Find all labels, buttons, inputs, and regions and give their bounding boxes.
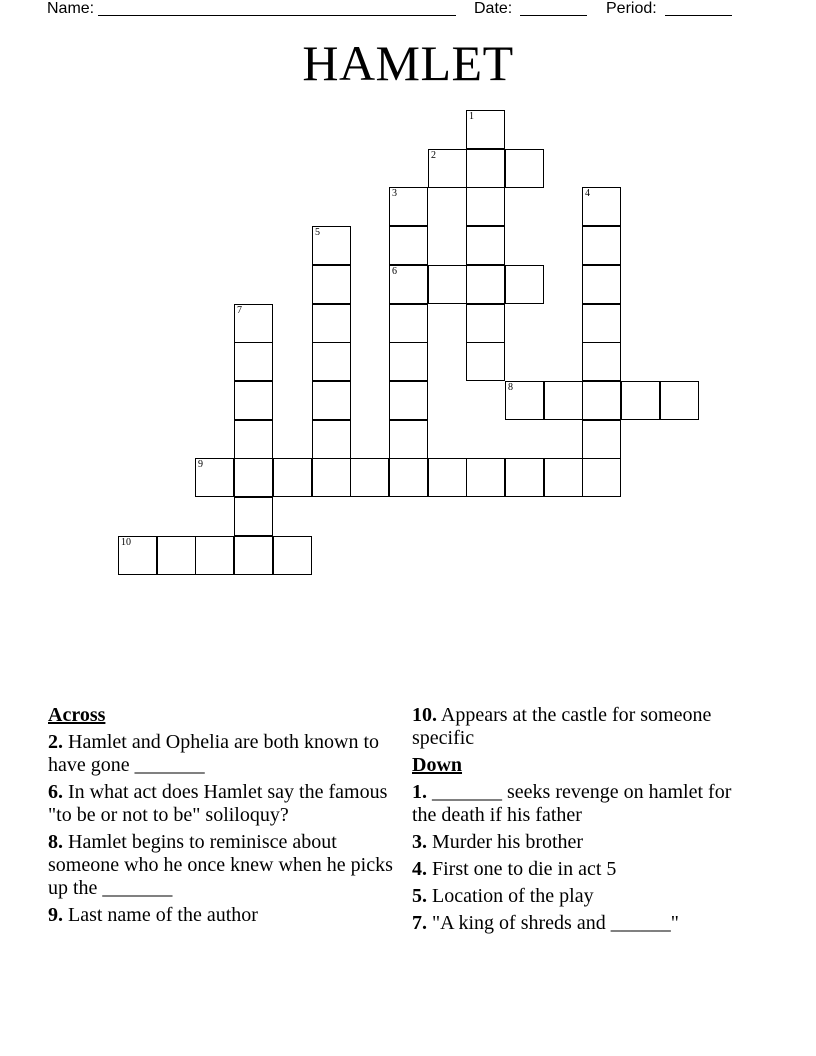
clue-number-label: 5 xyxy=(315,227,320,238)
crossword-cell[interactable] xyxy=(544,381,583,420)
crossword-cell[interactable] xyxy=(505,149,544,188)
crossword-cell[interactable] xyxy=(312,458,351,497)
clue-down-1 xyxy=(412,781,752,827)
crossword-cell[interactable] xyxy=(466,304,505,343)
clue-number: 7. xyxy=(412,912,427,934)
clue-text: Hamlet and Ophelia are both known to have gone _______ xyxy=(48,731,380,776)
crossword-cell[interactable] xyxy=(505,381,544,420)
crossword-cell[interactable] xyxy=(466,187,505,226)
crossword-cell[interactable] xyxy=(582,187,621,226)
clue-across-6 xyxy=(48,781,393,827)
crossword-cell[interactable] xyxy=(234,497,273,536)
crossword-cell[interactable] xyxy=(157,536,196,575)
crossword-cell[interactable] xyxy=(312,226,351,265)
crossword-cell[interactable] xyxy=(312,304,351,343)
clue-down-5 xyxy=(412,885,752,908)
crossword-cell[interactable] xyxy=(389,342,428,381)
crossword-cell[interactable] xyxy=(312,265,351,304)
crossword-cell[interactable] xyxy=(582,226,621,265)
crossword-cell[interactable] xyxy=(428,265,467,304)
crossword-cell[interactable] xyxy=(195,536,234,575)
clue-number-label: 6 xyxy=(392,266,397,277)
clue-text: Last name of the author xyxy=(68,904,258,926)
crossword-cell[interactable] xyxy=(312,381,351,420)
clue-across-10 xyxy=(412,704,752,750)
crossword-cell[interactable] xyxy=(505,265,544,304)
crossword-cell[interactable] xyxy=(466,342,505,381)
page-title: HAMLET xyxy=(302,35,514,91)
crossword-cell[interactable] xyxy=(582,381,621,420)
clue-down-4 xyxy=(412,858,752,881)
crossword-cell[interactable] xyxy=(582,304,621,343)
clue-number-label: 1 xyxy=(469,111,474,122)
clue-across-8 xyxy=(48,831,393,900)
crossword-cell[interactable] xyxy=(389,458,428,497)
crossword-cell[interactable] xyxy=(350,458,389,497)
across-heading: Across xyxy=(48,704,106,726)
clue-text: In what act does Hamlet say the famous "to be or not to be" soliloquy? xyxy=(48,781,388,826)
clue-text: _______ seeks revenge on hamlet for the death if his father xyxy=(412,781,732,826)
clue-number: 3. xyxy=(412,831,427,853)
clue-number-label: 4 xyxy=(585,188,590,199)
clue-number-label: 10 xyxy=(121,537,131,548)
crossword-cell[interactable] xyxy=(389,265,428,304)
crossword-cell[interactable] xyxy=(118,536,157,575)
period-label: Period: xyxy=(606,0,657,17)
clue-number: 4. xyxy=(412,858,427,880)
clue-number: 9. xyxy=(48,904,63,926)
clue-down-3 xyxy=(412,831,752,854)
crossword-cell[interactable] xyxy=(234,420,273,459)
clue-number: 5. xyxy=(412,885,427,907)
crossword-cell[interactable] xyxy=(389,304,428,343)
clue-number-label: 8 xyxy=(508,382,513,393)
crossword-cell[interactable] xyxy=(582,342,621,381)
clue-column-right xyxy=(412,704,752,939)
crossword-cell[interactable] xyxy=(234,342,273,381)
clue-text: Murder his brother xyxy=(432,831,584,853)
crossword-cell[interactable] xyxy=(312,342,351,381)
clue-number-label: 2 xyxy=(431,150,436,161)
crossword-cell[interactable] xyxy=(466,149,505,188)
crossword-cell[interactable] xyxy=(389,187,428,226)
crossword-cell[interactable] xyxy=(389,226,428,265)
crossword-cell[interactable] xyxy=(505,458,544,497)
clue-number-label: 3 xyxy=(392,188,397,199)
crossword-cell[interactable] xyxy=(428,149,467,188)
clue-text: Location of the play xyxy=(432,885,594,907)
crossword-cell[interactable] xyxy=(234,458,273,497)
clue-number: 1. xyxy=(412,781,427,803)
crossword-cell[interactable] xyxy=(389,381,428,420)
crossword-cell[interactable] xyxy=(273,458,312,497)
crossword-cell[interactable] xyxy=(273,536,312,575)
name-label: Name: xyxy=(47,0,95,17)
down-heading: Down xyxy=(412,754,463,776)
clue-number: 6. xyxy=(48,781,63,803)
clue-across-9 xyxy=(48,904,393,927)
clue-number: 2. xyxy=(48,731,63,753)
clue-number-label: 9 xyxy=(198,459,203,470)
clue-text: Appears at the castle for someone specific xyxy=(412,704,712,749)
clue-down-7 xyxy=(412,912,752,935)
crossword-cell[interactable] xyxy=(582,458,621,497)
crossword-cell[interactable] xyxy=(621,381,660,420)
crossword-cell[interactable] xyxy=(428,458,467,497)
clue-text: Hamlet begins to reminisce about someone who he once knew when he picks up the _______ xyxy=(48,831,393,899)
clue-number: 8. xyxy=(48,831,63,853)
crossword-cell[interactable] xyxy=(389,420,428,459)
crossword-cell[interactable] xyxy=(466,110,505,149)
crossword-cell[interactable] xyxy=(544,458,583,497)
clue-text: "A king of shreds and ______" xyxy=(432,912,679,934)
clue-across-2 xyxy=(48,731,393,777)
crossword-cell[interactable] xyxy=(312,420,351,459)
crossword-cell[interactable] xyxy=(234,381,273,420)
clue-text: First one to die in act 5 xyxy=(432,858,617,880)
crossword-cell[interactable] xyxy=(660,381,699,420)
crossword-cell[interactable] xyxy=(195,458,234,497)
crossword-cell[interactable] xyxy=(466,265,505,304)
date-label: Date: xyxy=(474,0,513,17)
crossword-cell[interactable] xyxy=(582,420,621,459)
crossword-cell[interactable] xyxy=(582,265,621,304)
clue-column-left xyxy=(48,704,393,931)
clue-number: 10. xyxy=(412,704,437,726)
crossword-cell[interactable] xyxy=(234,304,273,343)
crossword-cell[interactable] xyxy=(466,458,505,497)
crossword-cell[interactable] xyxy=(466,226,505,265)
crossword-cell[interactable] xyxy=(234,536,273,575)
clue-number-label: 7 xyxy=(237,305,242,316)
